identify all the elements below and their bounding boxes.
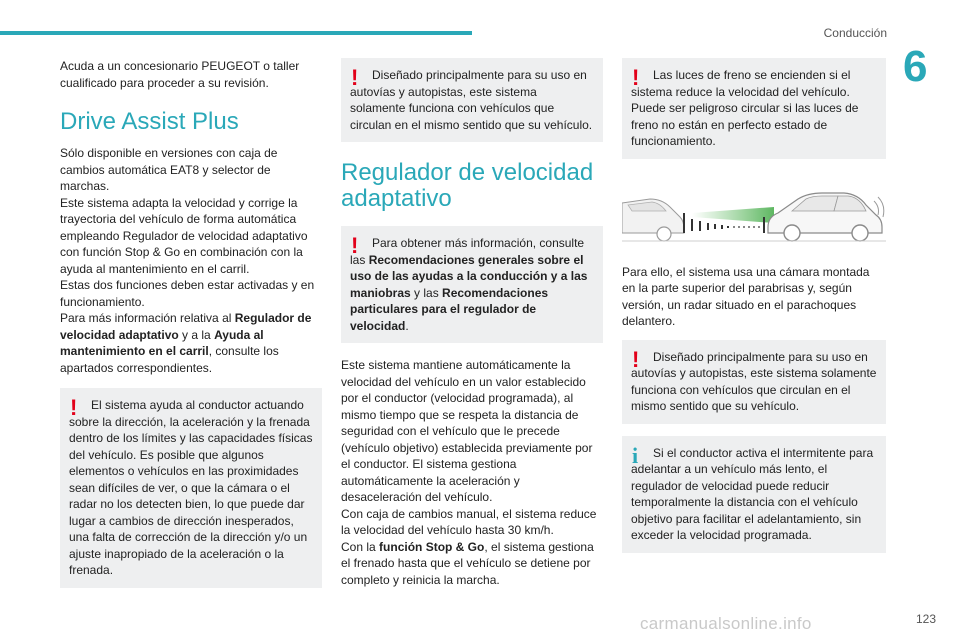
warning-box: [60, 388, 322, 588]
warning-text: Diseñado principalmente para su uso en autovías y autopistas, este sistema solamente funciona con vehículos que circulan en el mismo sentido que su vehículo.: [631, 349, 877, 413]
column-2: [341, 58, 603, 588]
text: y las: [410, 285, 443, 300]
section-title: Conducción: [823, 26, 887, 40]
bold-text: función Stop & Go: [379, 539, 485, 554]
adaptive-cruise-illustration: [622, 183, 886, 243]
paragraph: [341, 539, 603, 589]
paragraph: Este sistema adapta la velocidad y corrige la trayectoria del vehículo de forma automática empleando Regulador de velocidad adaptativo con función Stop & Go en combinación con la ayuda al mantenimiento en el carril.: [60, 195, 308, 276]
paragraph: Para ello, el sistema usa una cámara montada en la parte superior del parabrisas y, según versión, un radar situado en el parachoques delantero.: [622, 264, 870, 328]
paragraph-references: [60, 310, 322, 376]
text: Para obtener más información, consulte las: [350, 236, 585, 267]
column-1: [60, 58, 322, 600]
paragraph: Sólo disponible en versiones con caja de cambios automática EAT8 y selector de marchas.: [60, 146, 278, 193]
paragraph: Con caja de cambios manual, el sistema reduce la velocidad del vehículo hasta 30 km/h.: [341, 506, 597, 537]
warning-exclamation-icon: !: [632, 65, 640, 90]
bold-text: Recomendaciones particulares para el regulador de velocidad: [350, 285, 549, 333]
column-3: [622, 58, 886, 565]
warning-exclamation-icon: !: [632, 346, 640, 372]
text: Con la: [341, 539, 380, 554]
heading-regulador: Regulador de velocidad adaptativo: [341, 159, 594, 212]
warning-text: Las luces de freno se encienden si el sistema reduce la velocidad del vehículo. Puede ser peligroso circular si las luces de freno no están en perfecto estado de funcionamiento.: [631, 68, 859, 148]
paragraph: Estas dos funciones deben estar activadas y en funcionamiento.: [60, 278, 315, 309]
warning-box: [622, 58, 886, 159]
bold-text: Regulador de velocidad adaptativo: [60, 311, 312, 342]
heading-drive-assist-plus: Drive Assist Plus: [60, 108, 239, 135]
info-text: Si el conductor activa el intermitente para adelantar a un vehículo más lento, el regulador de velocidad puede reducir temporalmente la distancia con el vehículo objetivo para facilitar el adelantamiento, sin exceder la velocidad programada.: [631, 445, 874, 542]
intro-text: Acuda a un concesionario PEUGEOT o taller cualificado para proceder a su revisión.: [60, 59, 300, 90]
warning-box: [341, 58, 603, 142]
warning-box: [622, 340, 886, 424]
note-text: [350, 235, 594, 334]
warning-exclamation-icon: !: [351, 65, 359, 90]
header-accent-bar: [0, 31, 472, 35]
chapter-number: 6: [903, 42, 928, 91]
radar-beam: [692, 207, 774, 223]
text: Para más información relativa al: [60, 311, 235, 325]
warning-box: [341, 226, 603, 343]
bold-text: Recomendaciones generales sobre el uso de las ayudas a la conducción y a las maniobras: [350, 252, 588, 300]
warning-exclamation-icon: !: [351, 233, 359, 258]
text: .: [405, 318, 409, 333]
paragraph: Este sistema mantiene automáticamente la velocidad del vehículo en un valor establecido por el conductor (velocidad programada), al mismo tiempo que se respeta la distancia de seguridad con el vehículo que le precede (vehículo objetivo) establecida previamente por el conductor. El sistema gestiona automáticamente la aceleración y desaceleración del vehículo.: [341, 358, 593, 504]
info-box: [622, 436, 886, 553]
text: y a la: [178, 327, 215, 342]
page-number: 123: [916, 612, 937, 626]
text: , el sistema gestiona el frenado hasta que el vehículo se detiene por completo y reinicia la marcha.: [341, 539, 594, 587]
warning-exclamation-icon: !: [70, 395, 78, 420]
text: , consulte los apartados correspondientes.: [60, 344, 279, 375]
bold-text: Ayuda al mantenimiento en el carril: [60, 327, 264, 358]
warning-text: Diseñado principalmente para su uso en autovías y autopistas, este sistema solamente funciona con vehículos que circulan en el mismo sentido que su vehículo.: [350, 68, 593, 132]
info-icon: i: [632, 442, 639, 468]
warning-text: El sistema ayuda al conductor actuando sobre la dirección, la aceleración y la frenada dentro de los límites y las capacidades físicas del vehículo. Es posible que algunos elementos o vehículos en las proximidades sean difíciles de ver, o que la cámara o el radar no los detecten bien, lo que puede dar lugar a cambios de dirección inesperados, una falta de corrección de la dirección y/o un ajuste inapropiado de la aceleración o la frenada.: [69, 398, 313, 577]
watermark: carmanualsonline.info: [640, 614, 812, 633]
